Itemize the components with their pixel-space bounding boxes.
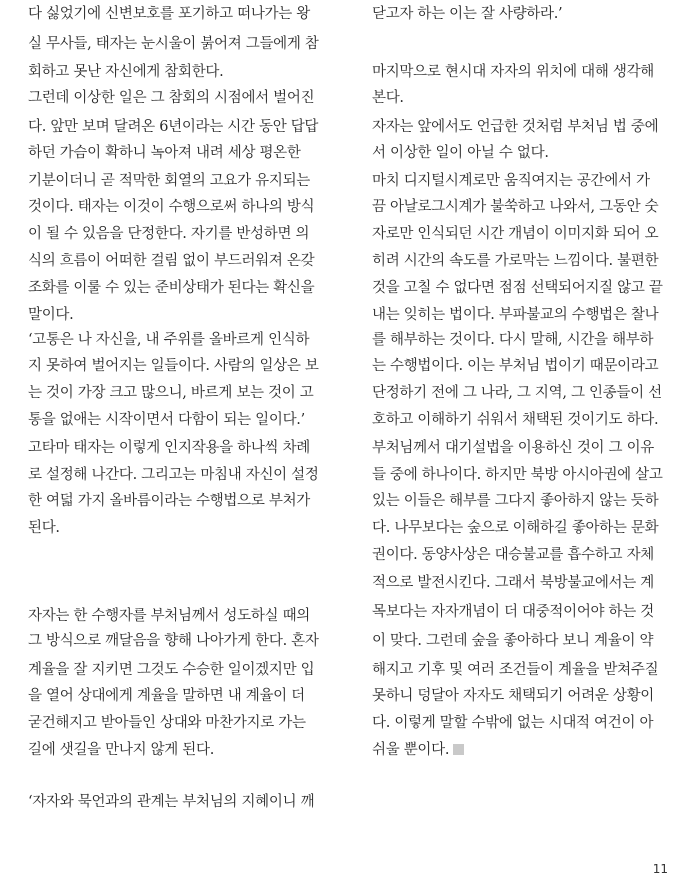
page-number: 11 bbox=[652, 862, 668, 876]
text-line-content: ‘고통은 나 자신을, 내 주위를 올바르게 인식하 bbox=[28, 332, 310, 348]
text-line bbox=[28, 34, 328, 54]
text-line bbox=[28, 88, 328, 108]
text-line bbox=[372, 631, 672, 651]
text-line bbox=[28, 224, 328, 244]
end-mark-icon bbox=[453, 744, 464, 755]
text-line-content: 말이다. bbox=[28, 307, 74, 323]
text-line bbox=[372, 305, 672, 325]
text-line-content: 하던 가슴이 확하니 녹아져 내려 세상 평온한 bbox=[28, 145, 301, 161]
text-line-content: 이 될 수 있음을 단정한다. 자기를 반성하면 의 bbox=[28, 226, 310, 242]
text-line bbox=[28, 792, 328, 812]
text-line bbox=[372, 686, 672, 706]
text-line bbox=[28, 356, 328, 376]
text-line bbox=[28, 171, 328, 191]
text-line-content: 을 열어 상대에게 계율을 말하면 내 계율이 더 bbox=[28, 688, 305, 704]
text-line-content: 다. 나무보다는 숲으로 이해하길 좋아하는 문화 bbox=[372, 520, 659, 536]
text-line-content: 것을 고칠 수 없다면 점점 선택되어지질 않고 끝 bbox=[372, 280, 663, 296]
text-line bbox=[28, 686, 328, 706]
text-line bbox=[372, 224, 672, 244]
text-line-content: 로 설정해 나간다. 그리고는 마침내 자신이 설정 bbox=[28, 467, 319, 483]
text-line-content: 있는 이들은 해부를 그다지 좋아하지 않는 듯하 bbox=[372, 493, 659, 509]
text-line bbox=[372, 573, 672, 593]
text-line-content: 기분이더니 곧 적막한 회열의 고요가 유지되는 bbox=[28, 173, 310, 189]
text-line-content: 된다. bbox=[28, 520, 60, 536]
text-line-content: 실 무사들, 태자는 눈시울이 붉어져 그들에게 참 bbox=[28, 36, 319, 52]
text-line bbox=[372, 117, 672, 137]
text-line-content: 마지막으로 현시대 자자의 위치에 대해 생각해 bbox=[372, 64, 654, 80]
text-line-content: 자자는 앞에서도 언급한 것처럼 부처님 법 중에 bbox=[372, 119, 659, 135]
text-line bbox=[28, 660, 328, 680]
text-line-content: 적으로 발전시킨다. 그래서 북방불교에서는 계 bbox=[372, 575, 654, 591]
text-line-content: 회하고 못난 자신에게 참회한다. bbox=[28, 64, 224, 80]
text-line-content: 내는 잊히는 법이다. 부파불교의 수행법은 찰나 bbox=[372, 307, 659, 323]
text-line-content: 단정하기 전에 그 나라, 그 지역, 그 인종들이 선 bbox=[372, 385, 662, 401]
text-line-content: 서 이상한 일이 아닐 수 없다. bbox=[372, 145, 549, 161]
text-line bbox=[28, 305, 328, 325]
text-line bbox=[372, 171, 672, 191]
text-line-content: 들 중에 하나이다. 하지만 북방 아시아권에 살고 bbox=[372, 467, 663, 483]
text-line-content: 못하니 덩달아 자자도 채택되기 어려운 상황이 bbox=[372, 688, 654, 704]
text-line-content: 히려 시간의 속도를 가로막는 느낌이다. 불편한 bbox=[372, 253, 659, 269]
text-line bbox=[28, 713, 328, 733]
text-line-content: ‘자자와 묵언과의 관계는 부처님의 지혜이니 깨 bbox=[28, 794, 315, 810]
text-line bbox=[372, 251, 672, 271]
text-line bbox=[372, 278, 672, 298]
text-line-content: 다. 이렇게 말할 수밖에 없는 시대적 여건이 아 bbox=[372, 715, 654, 731]
text-line bbox=[372, 465, 672, 485]
text-line bbox=[372, 438, 672, 458]
text-line bbox=[372, 740, 672, 760]
text-line bbox=[372, 4, 672, 24]
text-line-content: 그런데 이상한 일은 그 참회의 시점에서 벌어진 bbox=[28, 90, 315, 106]
text-line-content: 지 못하여 벌어지는 일들이다. 사람의 일상은 보 bbox=[28, 358, 319, 374]
text-line bbox=[372, 410, 672, 430]
text-line bbox=[372, 491, 672, 511]
text-line-content: 자로만 인식되던 시간 개념이 이미지화 되어 오 bbox=[372, 226, 659, 242]
text-line-content: 본다. bbox=[372, 90, 404, 106]
text-line-content: 다 싫었기에 신변보호를 포기하고 떠나가는 왕 bbox=[28, 6, 310, 22]
text-line bbox=[28, 251, 328, 271]
text-line bbox=[28, 740, 328, 760]
text-line bbox=[28, 4, 328, 24]
text-line bbox=[372, 518, 672, 538]
text-line bbox=[28, 117, 328, 137]
text-line bbox=[28, 62, 328, 82]
text-line-content: 해지고 기후 및 여러 조건들이 계율을 받쳐주질 bbox=[372, 662, 659, 678]
text-line bbox=[28, 631, 328, 651]
text-line bbox=[28, 438, 328, 458]
text-line bbox=[28, 410, 328, 430]
text-line bbox=[28, 491, 328, 511]
text-line-content: 자자는 한 수행자를 부처님께서 성도하실 때의 bbox=[28, 608, 310, 624]
text-line-content: 한 여덟 가지 올바름이라는 수행법으로 부처가 bbox=[28, 493, 310, 509]
text-line bbox=[372, 383, 672, 403]
text-line-content: 계율을 잘 지키면 그것도 수승한 일이겠지만 입 bbox=[28, 662, 315, 678]
text-line-content: 는 수행법이다. 이는 부처님 법이기 때문이라고 bbox=[372, 358, 659, 374]
text-line-content: 식의 흐름이 어떠한 걸림 없이 부드러워져 온갖 bbox=[28, 253, 315, 269]
text-line-content: 이 맞다. 그런데 숲을 좋아하다 보니 계율이 약 bbox=[372, 633, 654, 649]
text-line bbox=[372, 330, 672, 350]
text-line bbox=[372, 62, 672, 82]
text-line-content: 쉬울 뿐이다. bbox=[372, 742, 450, 758]
text-line bbox=[28, 330, 328, 350]
text-line bbox=[372, 660, 672, 680]
text-line bbox=[28, 465, 328, 485]
text-line bbox=[28, 278, 328, 298]
text-line bbox=[372, 143, 672, 163]
text-line bbox=[28, 606, 328, 626]
text-line-content: 굳건해지고 받아들인 상대와 마찬가지로 가는 bbox=[28, 715, 306, 731]
text-line-content: 조화를 이룰 수 있는 준비상태가 된다는 확신을 bbox=[28, 280, 315, 296]
text-line bbox=[28, 383, 328, 403]
text-line bbox=[372, 197, 672, 217]
text-line-content: 고타마 태자는 이렇게 인지작용을 하나씩 차례 bbox=[28, 440, 310, 456]
text-line-content: 그 방식으로 깨달음을 향해 나아가게 한다. 혼자 bbox=[28, 633, 319, 649]
text-line-content: 는 것이 가장 크고 많으니, 바르게 보는 것이 고 bbox=[28, 385, 314, 401]
text-line-content: 닫고자 하는 이는 잘 사량하라.’ bbox=[372, 6, 563, 22]
text-line-content: 것이다. 태자는 이것이 수행으로써 하나의 방식 bbox=[28, 199, 315, 215]
text-line bbox=[372, 602, 672, 622]
text-line bbox=[372, 88, 672, 108]
text-line-content: 마치 디지털시계로만 움직여지는 공간에서 가 bbox=[372, 173, 650, 189]
text-line bbox=[28, 518, 328, 538]
text-line-content: 다. 앞만 보며 달려온 6년이라는 시간 동안 답답 bbox=[28, 119, 319, 135]
text-line-content: 를 해부하는 것이다. 다시 말해, 시간을 해부하 bbox=[372, 332, 654, 348]
text-line-content: 통을 없애는 시작이면서 다함이 되는 일이다.’ bbox=[28, 412, 305, 428]
text-line-content: 목보다는 자자개념이 더 대중적이어야 하는 것 bbox=[372, 604, 654, 620]
text-line-content: 끔 아날로그시계가 불쑥하고 나와서, 그동안 숫 bbox=[372, 199, 659, 215]
text-line-content: 부처님께서 대기설법을 이용하신 것이 그 이유 bbox=[372, 440, 654, 456]
text-line bbox=[28, 143, 328, 163]
text-line-content: 권이다. 동양사상은 대승불교를 흡수하고 자체 bbox=[372, 547, 654, 563]
text-line bbox=[372, 356, 672, 376]
text-line-content: 호하고 이해하기 쉬워서 채택된 것이기도 하다. bbox=[372, 412, 659, 428]
text-line-content: 길에 샛길을 만나지 않게 된다. bbox=[28, 742, 215, 758]
text-line bbox=[28, 197, 328, 217]
text-line bbox=[372, 713, 672, 733]
text-line bbox=[372, 545, 672, 565]
